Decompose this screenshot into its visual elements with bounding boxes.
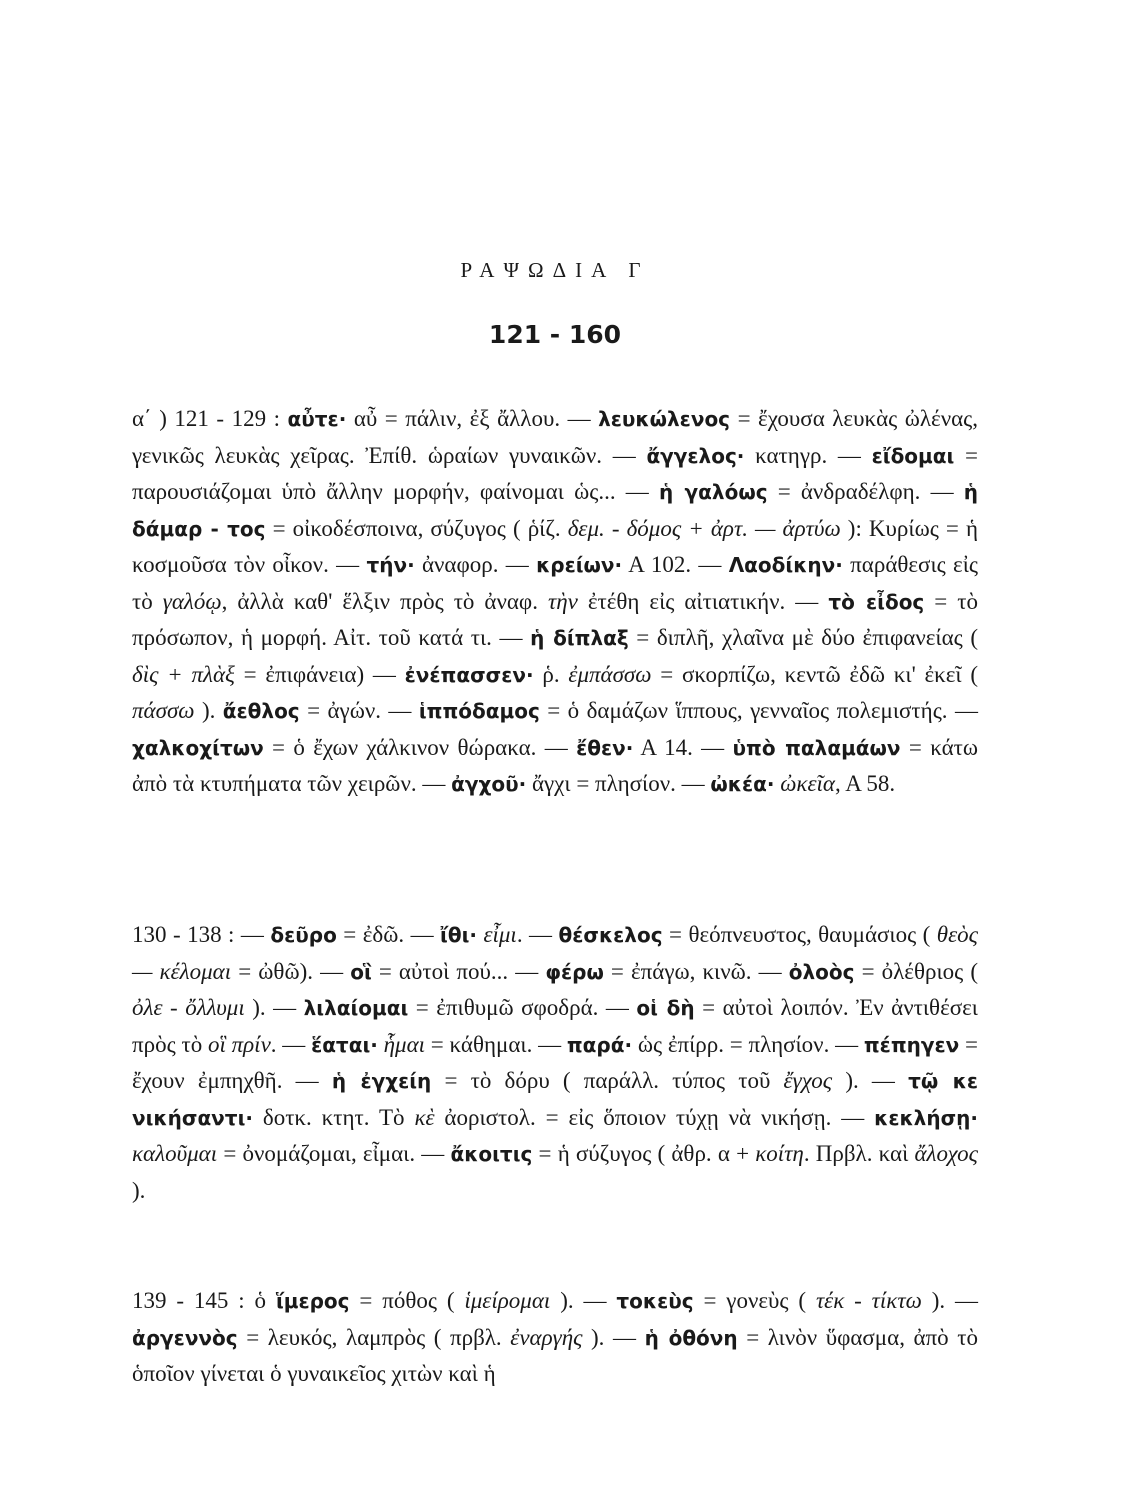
- etymology-text: εἶμι: [483, 922, 517, 947]
- section-range-heading: 121 - 160: [488, 320, 622, 349]
- etymology-text: ὠκεῖα: [780, 771, 835, 796]
- gloss-text: = αὐτοὶ πού... —: [371, 958, 546, 984]
- lemma-term: κρείων·: [536, 553, 623, 577]
- gloss-text: = αὐτοὶ λοιπόν. Ἐν ἀντιθέσει πρὸς τὸ: [132, 995, 978, 1057]
- gloss-text: = διπλῆ, χλαῖνα μὲ δύο ἐπιφανείας (: [628, 625, 978, 650]
- gloss-text: ): Κυρίως = ἡ κοσμοῦσα τὸν οἶκον. —: [132, 515, 978, 577]
- etymology-text: πάσσω: [132, 698, 195, 723]
- gloss-text: = ὠθῶ). —: [231, 958, 351, 984]
- gloss-text: = ἐπιφάνεια) —: [234, 661, 405, 687]
- lemma-term: ἐνέπασσεν·: [404, 662, 534, 687]
- etymology-text: κὲ: [414, 1104, 435, 1130]
- gloss-text: = ἐπιθυμῶ σφοδρά. —: [408, 995, 637, 1020]
- commentary-paragraph-139-145: [132, 1283, 978, 1392]
- gloss-text: , Α 58.: [835, 771, 896, 796]
- lemma-term: ἡ δίπλαξ: [530, 626, 629, 650]
- etymology-text: ἱμείρομαι: [464, 1288, 551, 1313]
- gloss-text: = ἔχουσα λευκὰς ὠλένας, γενικῶς λευκὰς χεῖρας. Ἐπίθ. ὡραίων γυναικῶν. —: [132, 406, 979, 468]
- gloss-text: ).: [194, 698, 223, 723]
- commentary-paragraph-130-138: [132, 917, 978, 1208]
- gloss-text: = οἰκοδέσποινα, σύζυγος ( ῥίζ.: [265, 515, 568, 541]
- gloss-text: = γονεὺς (: [693, 1288, 816, 1313]
- gloss-text: = ἔχουν ἐμπηχθῆ. —: [132, 1031, 978, 1093]
- lemma-term: ὑπὸ παλαμάων: [732, 735, 901, 760]
- lemma-term: πέπηγεν: [863, 1032, 960, 1057]
- gloss-text: = κάτω ἀπὸ τὰ κτυπήματα τῶν χειρῶν. —: [132, 734, 979, 796]
- lemma-term: ἀγχοῦ·: [451, 772, 527, 796]
- gloss-text: ). —: [550, 1288, 617, 1313]
- gloss-text: = παρουσιάζομαι ὑπὸ ἄλλην μορφήν, φαίνομαι ὡς... —: [132, 442, 978, 504]
- etymology-text: ἔγχος: [783, 1068, 833, 1093]
- gloss-text: ἀοριστολ. = εἰς ὅποιον τύχῃ νὰ νικήσῃ. —: [434, 1104, 875, 1130]
- commentary-paragraph-121-129: [132, 401, 978, 803]
- gloss-text: = τὸ πρόσωπον, ἡ μορφή. Αἰτ. τοῦ κατά τι. —: [132, 588, 979, 650]
- lemma-term: τοκεὺς: [616, 1289, 694, 1313]
- lemma-term: ἡ ὀθόνη: [644, 1325, 738, 1350]
- etymology-text: δεμ. - δόμος + ἀρτ. — ἀρτύω: [567, 515, 841, 541]
- gloss-text: . Πρβλ. καὶ: [803, 1141, 915, 1166]
- gloss-text: ἄγχι = πλησίον. —: [526, 771, 711, 796]
- lemma-term: λιλαίομαι: [303, 996, 409, 1020]
- etymology-text: ἐμπάσσω: [568, 661, 652, 687]
- gloss-text: = κάθημαι. —: [425, 1031, 567, 1057]
- lemma-term: ἴθι·: [440, 923, 477, 947]
- lemma-term: χαλκοχίτων: [132, 735, 264, 760]
- gloss-text: ῥ.: [533, 661, 569, 687]
- lemma-term: τήν·: [366, 553, 415, 577]
- lemma-term: οἱ δὴ: [636, 996, 695, 1020]
- page: [132, 0, 978, 1500]
- lemma-term: ἔθεν·: [576, 735, 634, 760]
- lemma-term: τὸ εἶδος: [828, 589, 925, 614]
- gloss-text: ἀναφορ. —: [414, 552, 537, 577]
- gloss-text: ). —: [921, 1288, 978, 1313]
- gloss-text: δοτκ. κτητ. Τὸ: [252, 1104, 415, 1130]
- gloss-text: ἐτέθη εἰς αἰτιατικήν. —: [577, 588, 829, 614]
- lemma-term: ἄκοιτις: [450, 1142, 533, 1166]
- lemma-term: οἳ: [350, 959, 372, 984]
- lemma-term: κεκλήσῃ·: [874, 1105, 978, 1130]
- gloss-text: παράθεσις εἰς τὸ: [132, 552, 978, 614]
- lemma-term: ὠκέα·: [710, 772, 775, 796]
- gloss-text: = θεόπνευστος, θαυμάσιος (: [662, 922, 937, 947]
- lemma-term: ἄεθλος: [222, 699, 300, 723]
- gloss-text: = ἐδῶ. —: [336, 922, 441, 947]
- gloss-text: Α 102. —: [622, 552, 729, 577]
- lemma-term: αὖτε·: [287, 407, 347, 431]
- etymology-text: οἳ πρίν: [207, 1031, 271, 1057]
- lemma-term: θέσκελος: [558, 923, 663, 947]
- lemma-term: ἡ γαλόως: [658, 480, 768, 504]
- gloss-text: 130 - 138 : —: [132, 922, 271, 947]
- etymology-text: κοίτη: [755, 1141, 804, 1166]
- gloss-text: = σκορπίζω, κεντῶ ἐδῶ κι' ἐκεῖ (: [651, 661, 979, 687]
- gloss-text: ). —: [582, 1324, 645, 1350]
- book-title: ΡΑΨΩΔΙΑ Γ: [460, 258, 650, 282]
- lemma-term: εἴδομαι: [871, 443, 955, 468]
- lemma-term: παρά·: [566, 1032, 633, 1057]
- lemma-term: ἡ δάμαρ - τος: [132, 480, 978, 541]
- gloss-text: ). —: [832, 1068, 909, 1093]
- etymology-text: καλοῦμαι: [132, 1141, 218, 1166]
- etymology-text: δὶς + πλὰξ: [132, 661, 235, 687]
- gloss-text: 139 - 145 : ὁ: [132, 1288, 276, 1313]
- lemma-term: λευκώλενος: [598, 407, 731, 431]
- lemma-term: δεῦρο: [270, 923, 337, 947]
- etymology-text: θεὸς — κέλομαι: [132, 922, 978, 984]
- lemma-term: ἄγγελος·: [646, 443, 745, 468]
- gloss-text: , ἀλλὰ καθ' ἕλξιν πρὸς τὸ ἀναφ.: [221, 588, 548, 614]
- lemma-term: ὀλοὸς: [788, 959, 855, 984]
- gloss-text: . —: [516, 922, 559, 947]
- gloss-text: = πόθος (: [349, 1288, 465, 1313]
- gloss-text: = ὁ δαμάζων ἵππους, γενναῖος πολεμιστής. —: [539, 698, 978, 723]
- etymology-text: γαλόῳ: [162, 588, 222, 614]
- etymology-text: ἐναργής: [510, 1324, 583, 1350]
- lemma-term: ἀργεννὸς: [132, 1325, 238, 1350]
- gloss-text: = τὸ δόρυ ( παράλλ. τύπος τοῦ: [431, 1068, 784, 1093]
- lemma-term: τῷ κε νικήσαντι·: [132, 1069, 978, 1130]
- gloss-text: = ἐπάγω, κινῶ. —: [603, 958, 789, 984]
- gloss-text: ).: [132, 1177, 146, 1203]
- gloss-text: = ἀγών. —: [299, 698, 419, 723]
- gloss-text: α΄ ) 121 - 129 :: [132, 406, 288, 431]
- gloss-text: . —: [270, 1031, 312, 1057]
- etymology-text: ἧμαι: [383, 1031, 426, 1057]
- gloss-text: = λινὸν ὕφασμα, ἀπὸ τὸ ὁποῖον γίνεται ὁ γυναικεῖος χιτὼν καὶ ἡ: [132, 1324, 978, 1386]
- gloss-text: ὡς ἐπίρρ. = πλησίον. —: [632, 1031, 864, 1057]
- lemma-term: ἕαται·: [311, 1032, 378, 1057]
- lemma-term: φέρω: [545, 959, 604, 984]
- etymology-text: ἄλοχος: [914, 1141, 978, 1166]
- gloss-text: ). —: [244, 995, 304, 1020]
- gloss-text: = ὁ ἔχων χάλκινον θώρακα. —: [263, 734, 577, 760]
- lemma-term: ἡ ἐγχείη: [331, 1069, 432, 1093]
- lemma-term: ἵμερος: [275, 1289, 350, 1313]
- etymology-text: τὴν: [547, 588, 578, 614]
- gloss-text: = ὀλέθριος (: [854, 958, 978, 984]
- etymology-text: τέκ - τίκτω: [815, 1288, 922, 1313]
- lemma-term: Λαοδίκην·: [728, 553, 843, 577]
- gloss-text: = λευκός, λαμπρὸς ( πρβλ.: [237, 1324, 511, 1350]
- gloss-text: Α 14. —: [633, 734, 733, 760]
- gloss-text: κατηγρ. —: [744, 442, 872, 468]
- gloss-text: = ὀνομάζομαι, εἶμαι. —: [217, 1141, 451, 1166]
- lemma-term: ἱππόδαμος: [418, 699, 540, 723]
- etymology-text: ὀλε - ὄλλυμι: [132, 995, 245, 1020]
- gloss-text: = ἀνδραδέλφη. —: [767, 479, 964, 504]
- gloss-text: = ἡ σύζυγος ( ἀθρ. α +: [532, 1141, 756, 1166]
- gloss-text: αὖ = πάλιν, ἐξ ἄλλου. —: [346, 406, 599, 431]
